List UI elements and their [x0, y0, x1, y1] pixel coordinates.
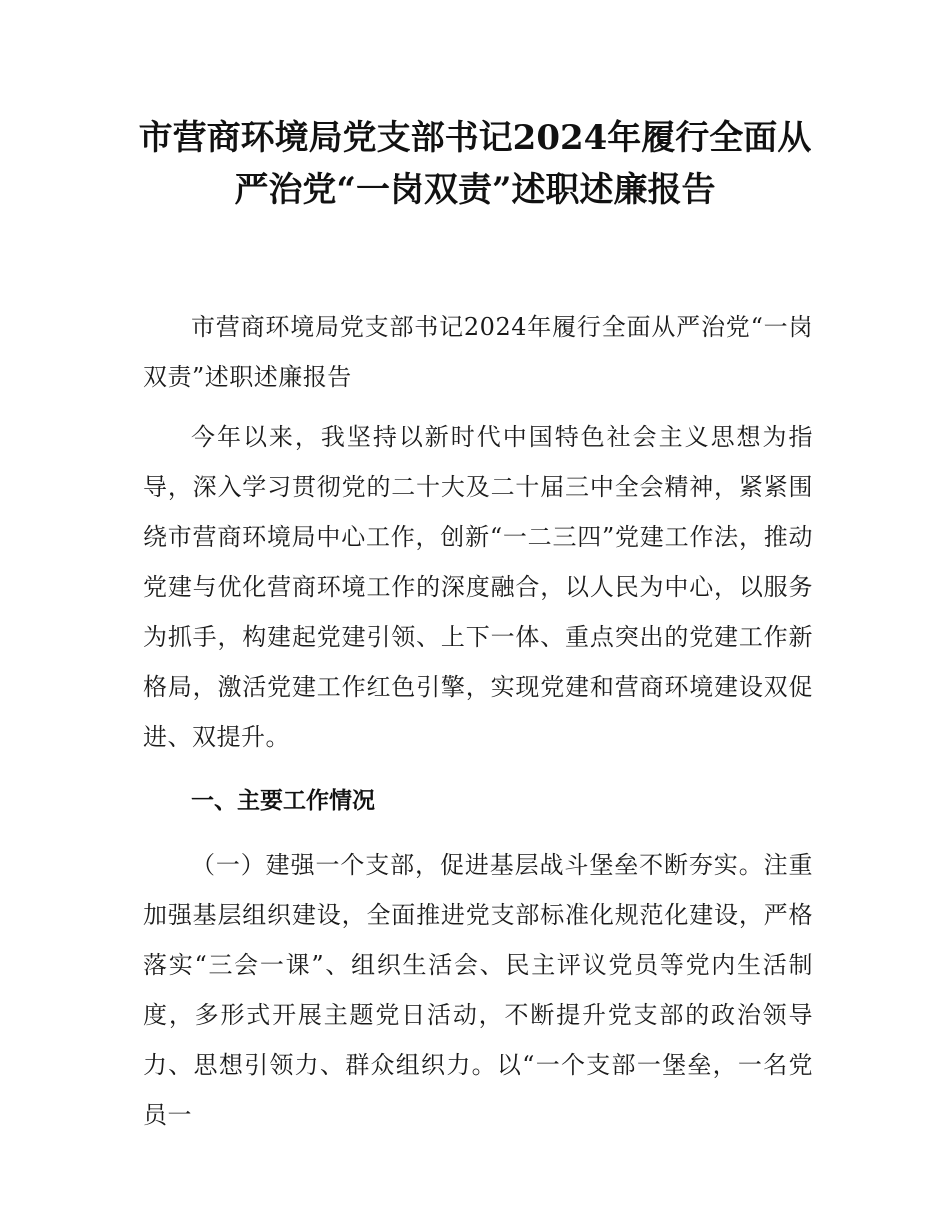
body-paragraph-2: （一）建强一个支部，促进基层战斗堡垒不断夯实。注重加强基层组织建设，全面推进党支部标准化规范化建设，严格落实“三会一课”、组织生活会、民主评议党员等党内生活制度，多形式开展主题党日活动，不断提升党支部的政治领导力、思想引领力、群众组织力。以“一个支部一堡垒，一名党员一 — [143, 851, 813, 1129]
intro-paragraph: 市营商环境局党支部书记2024年履行全面从严治党“一岗双责”述职述廉报告 — [143, 313, 813, 391]
title-line-1: 市营商环境局党支部书记2024年履行全面从 — [138, 118, 812, 158]
title-line-2: 严治党“一岗双责”述职述廉报告 — [234, 170, 716, 210]
document-title — [100, 112, 850, 216]
section-heading: 一、主要工作情况 — [191, 788, 375, 814]
body-paragraph-1: 今年以来，我坚持以新时代中国特色社会主义思想为指导，深入学习贯彻党的二十大及二十届三中全会精神，紧紧围绕市营商环境局中心工作，创新“一二三四”党建工作法，推动党建与优化营商环境工作的深度融合，以人民为中心，以服务为抓手，构建起党建引领、上下一体、重点突出的党建工作新格局，激活党建工作红色引擎，实现党建和营商环境建设双促进、双提升。 — [143, 423, 813, 751]
